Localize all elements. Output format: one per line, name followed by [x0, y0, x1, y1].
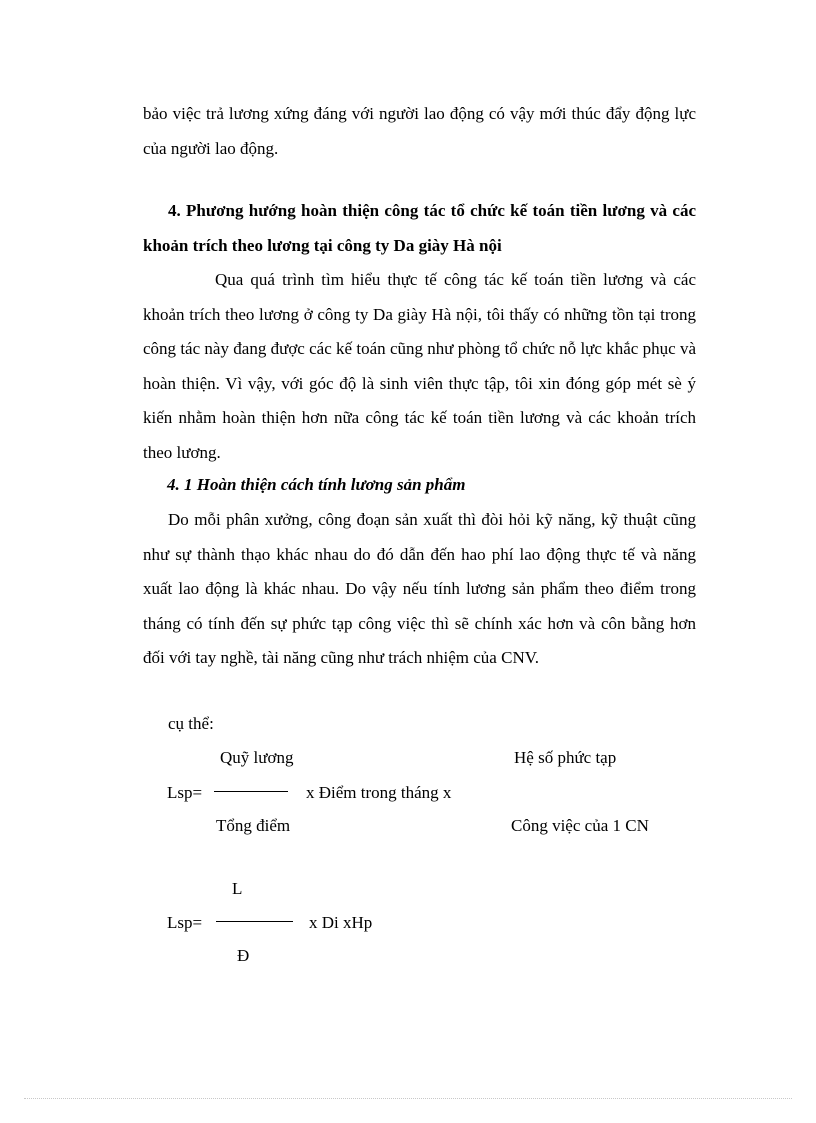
- section-heading: [143, 194, 696, 263]
- formula2-denominator: Đ: [237, 946, 250, 965]
- intro-paragraph-text: Qua quá trình tìm hiểu thực tế công tác kế toán tiền lương và các khoản trích theo lương ở công ty Da giày Hà nội, tôi thấy có những tồn tại trong công tác này đang được các kế toán cũng như phòng tổ chức nỗ lực khắc phục và hoàn thiện. Vì vậy, với góc độ là sinh viên thực tập, tôi xin đóng góp mét sè ý kiến nhằm hoàn thiện hơn nữa công tác kế toán tiền lương và các khoản trích theo lương.: [143, 270, 696, 462]
- formula2-lhs: Lsp=: [167, 913, 203, 932]
- body-paragraph: [143, 503, 696, 676]
- body-paragraph-text: Do mỗi phân xưởng, công đoạn sản xuất thì đòi hỏi kỹ năng, kỹ thuật cũng như sự thành thạo khác nhau do đó dẫn đến hao phí lao động thực tế và năng xuất lao động là khác nhau. Do vậy nếu tính lương sản phẩm theo điểm trong tháng có tính đến sự phức tạp công việc thì sẽ chính xác hơn và côn bằng hơn đối với tay nghề, tài năng cũng như trách nhiệm của CNV.: [143, 510, 696, 667]
- formula2-rhs: x Di xHp: [309, 913, 373, 932]
- intro-paragraph: [143, 263, 696, 470]
- page-bottom-rule: [24, 1098, 792, 1099]
- continuation-paragraph: bảo việc trả lương xứng đáng với người lao động có vậy mới thúc đẩy động lực của người lao động.: [143, 104, 696, 158]
- formula2-numerator: L: [232, 879, 243, 898]
- specific-label: cụ thể:: [168, 714, 214, 733]
- section-heading-text: 4. Phương hướng hoàn thiện công tác tổ chức kế toán tiền lương và các khoản trích theo lương tại công ty Da giày Hà nội: [143, 201, 696, 255]
- formula2-fraction-bar: [216, 921, 293, 922]
- formula1-middle: x Điểm trong tháng x: [306, 783, 452, 802]
- formula1-fraction-bar: [214, 791, 288, 792]
- formula1-coefficient-top: Hệ số phức tạp: [514, 748, 617, 767]
- formula1-coefficient-bottom: Công việc của 1 CN: [511, 816, 649, 835]
- formula1-lhs: Lsp=: [167, 783, 203, 802]
- formula1-numerator: Quỹ lương: [220, 748, 294, 767]
- subsection-heading: 4. 1 Hoàn thiện cách tính lương sản phẩm: [167, 475, 466, 494]
- formula1-denominator: Tổng điểm: [216, 816, 291, 835]
